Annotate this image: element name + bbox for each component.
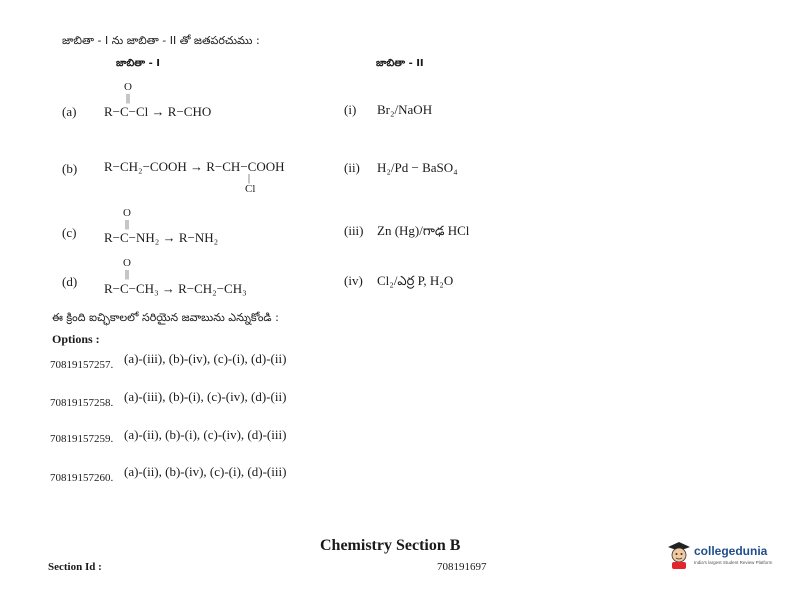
logo-name: collegedunia: [694, 544, 768, 558]
list1-header: జాబితా - I: [116, 58, 160, 69]
list2-label-iii: (iii): [344, 223, 364, 238]
list1-c-formula: R−C−NH₂ → R−NH₂: [104, 230, 219, 245]
option-id: 70819157260.: [50, 472, 114, 484]
option-text[interactable]: (a)-(iii), (b)-(iv), (c)-(i), (d)-(ii): [124, 351, 287, 366]
option-text[interactable]: (a)-(ii), (b)-(iv), (c)-(i), (d)-(iii): [124, 464, 287, 479]
list1-label-b: (b): [62, 161, 78, 176]
list2-item-i: Br₂/NaOH: [377, 102, 433, 117]
list2-item-iii: Zn (Hg)/గాఢ HCl: [377, 223, 470, 238]
option-text[interactable]: (a)-(ii), (b)-(i), (c)-(iv), (d)-(iii): [124, 427, 287, 442]
mascot-icon: [666, 540, 692, 570]
logo-tagline: India's largest Student Review Platform: [694, 560, 773, 565]
list2-label-iv: (iv): [344, 273, 363, 288]
list1-a-oxygen: O: [124, 81, 132, 93]
options-label: Options :: [52, 332, 100, 346]
option-id: 70819157259.: [50, 433, 114, 445]
list1-a-double-bond: ||: [126, 93, 131, 104]
list1-d-oxygen: O: [123, 257, 131, 269]
list2-item-ii: H₂/Pd − BaSO₄: [377, 160, 458, 175]
list2-label-i: (i): [344, 102, 357, 117]
option-id: 70819157257.: [50, 359, 114, 371]
list2-header: జాబితా - II: [376, 58, 424, 69]
list1-c-double-bond: ||: [125, 219, 130, 230]
option-text[interactable]: (a)-(iii), (b)-(i), (c)-(iv), (d)-(ii): [124, 389, 287, 404]
list1-b-formula: R−CH₂−COOH → R−CH−COOH: [104, 159, 285, 174]
list1-a-formula: R−C−Cl → R−CHO: [104, 104, 212, 119]
list1-label-d: (d): [62, 274, 78, 289]
option-id: 70819157258.: [50, 397, 114, 409]
collegedunia-logo: [666, 540, 788, 572]
section-title: Chemistry Section B: [320, 537, 461, 554]
list1-d-double-bond: ||: [125, 269, 130, 280]
list1-b-single-bond: |: [248, 173, 251, 184]
list1-label-c: (c): [62, 225, 77, 240]
list1-c-oxygen: O: [123, 207, 131, 219]
section-id-label: Section Id :: [48, 561, 102, 573]
list1-d-formula: R−C−CH₃ → R−CH₂−CH₃: [104, 281, 247, 296]
options-prompt: ఈ క్రింది ఐచ్ఛికాలలో సరియైన జవాబును ఎన్నుకోండి :: [52, 311, 279, 324]
list2-label-ii: (ii): [344, 160, 360, 175]
list2-item-iv: Cl₂/ఎర్ర P, H₂O: [377, 273, 454, 288]
match-instruction: జాబితా - I ను జాబితా - II తో జతపరచుము :: [62, 34, 260, 47]
list1-label-a: (a): [62, 104, 77, 119]
section-id-value: 708191697: [437, 561, 487, 573]
list1-b-chlorine: Cl: [245, 183, 256, 195]
